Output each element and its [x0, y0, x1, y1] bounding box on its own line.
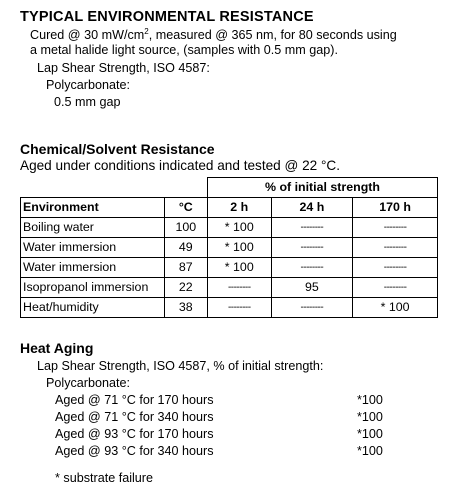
cell-temperature: 87: [164, 258, 207, 278]
cell-2h: * 100: [207, 218, 271, 238]
section-title-environmental: TYPICAL ENVIRONMENTAL RESISTANCE: [20, 9, 314, 25]
cell-environment: Water immersion: [21, 258, 165, 278]
cure-line-1-post: , measured @ 365 nm, for 80 seconds using: [148, 28, 397, 42]
table-row: [21, 238, 438, 258]
heat-aging-value: *100: [357, 393, 383, 407]
cell-24h: --------: [271, 238, 353, 258]
table-blank-cell: [21, 178, 165, 198]
heat-aging-line-1: Lap Shear Strength, ISO 4587, % of initial strength:: [37, 359, 324, 373]
column-header-2h: 2 h: [207, 198, 271, 218]
heat-aging-value: *100: [357, 427, 383, 441]
cell-environment: Boiling water: [21, 218, 165, 238]
cell-170h: * 100: [353, 298, 438, 318]
chemical-subtitle: Aged under conditions indicated and tested @ 22 °C.: [20, 158, 341, 173]
heat-aging-label: Aged @ 71 °C for 340 hours: [55, 410, 214, 424]
heat-aging-label: Aged @ 71 °C for 170 hours: [55, 393, 214, 407]
cell-temperature: 100: [164, 218, 207, 238]
cell-environment: Heat/humidity: [21, 298, 165, 318]
section-title-heat-aging: Heat Aging: [20, 340, 94, 356]
cure-conditions-line-1: [30, 28, 397, 42]
table-blank-cell: [164, 178, 207, 198]
cell-24h: --------: [271, 258, 353, 278]
cell-170h: --------: [353, 238, 438, 258]
cell-environment: Water immersion: [21, 238, 165, 258]
table-row: [21, 258, 438, 278]
table-group-header-row: [21, 178, 438, 198]
cell-170h: --------: [353, 278, 438, 298]
heat-aging-value: *100: [357, 410, 383, 424]
cell-temperature: 49: [164, 238, 207, 258]
cure-conditions-line-2: a metal halide light source, (samples with 0.5 mm gap).: [30, 43, 338, 57]
heat-aging-value: *100: [357, 444, 383, 458]
column-header-temperature: °C: [164, 198, 207, 218]
lap-shear-label: Lap Shear Strength, ISO 4587:: [37, 61, 210, 75]
chemical-resistance-table: [20, 177, 438, 318]
cell-170h: --------: [353, 258, 438, 278]
cell-170h: --------: [353, 218, 438, 238]
table-header-row: [21, 198, 438, 218]
heat-aging-label: Aged @ 93 °C for 170 hours: [55, 427, 214, 441]
gap-label: 0.5 mm gap: [54, 95, 121, 109]
cell-temperature: 22: [164, 278, 207, 298]
cell-24h: --------: [271, 298, 353, 318]
heat-aging-polycarbonate: Polycarbonate:: [46, 376, 131, 390]
table-row: [21, 218, 438, 238]
cell-temperature: 38: [164, 298, 207, 318]
cell-2h: --------: [207, 298, 271, 318]
column-header-170h: 170 h: [353, 198, 438, 218]
cure-line-1-pre: Cured @ 30 mW/cm: [30, 28, 145, 42]
cell-2h: * 100: [207, 258, 271, 278]
table-group-header: % of initial strength: [207, 178, 437, 198]
column-header-environment: Environment: [21, 198, 165, 218]
polycarbonate-label: Polycarbonate:: [46, 78, 131, 92]
table-row: [21, 298, 438, 318]
cure-line-1-superscript: 2: [144, 26, 149, 36]
cell-environment: Isopropanol immersion: [21, 278, 165, 298]
cell-2h: * 100: [207, 238, 271, 258]
table-row: [21, 278, 438, 298]
footnote: * substrate failure: [55, 471, 154, 485]
cell-2h: --------: [207, 278, 271, 298]
cell-24h: 95: [271, 278, 353, 298]
cell-24h: --------: [271, 218, 353, 238]
column-header-24h: 24 h: [271, 198, 353, 218]
heat-aging-label: Aged @ 93 °C for 340 hours: [55, 444, 214, 458]
section-title-chemical: Chemical/Solvent Resistance: [20, 141, 215, 157]
